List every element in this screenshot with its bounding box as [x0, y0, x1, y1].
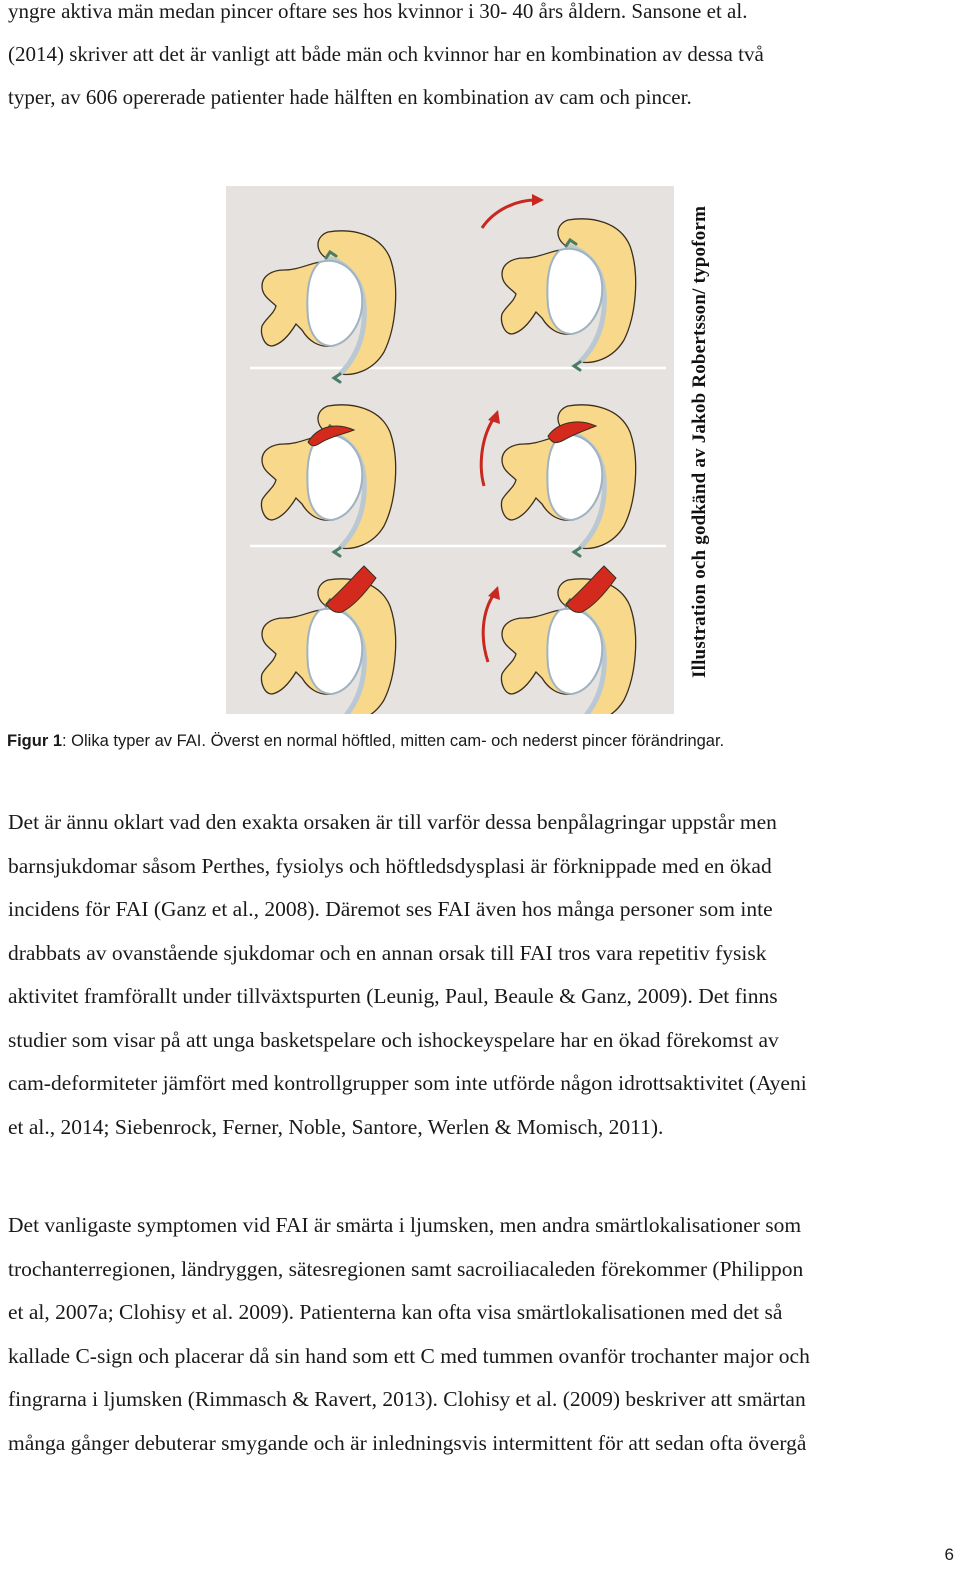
credit-text: Illustration och godkänd av Jakob Robertsson/ typoform: [689, 205, 710, 678]
caption-text: : Olika typer av FAI. Överst en normal höftled, mitten cam- och nederst pincer förändringar.: [62, 732, 725, 750]
body-paragraph-1: [8, 801, 953, 1149]
text-line: fingrarna i ljumsken (Rimmasch & Ravert, 2013). Clohisy et al. (2009) beskriver att smärtan: [8, 1387, 806, 1411]
text-line: trochanterregionen, ländryggen, sätesregionen samt sacroiliacaleden förekommer (Philippon: [8, 1256, 804, 1281]
rotation-arrow: [483, 594, 494, 662]
cam-hip-left: [261, 405, 395, 556]
text-line: drabbats av ovanstående sjukdomar och en annan orsak till FAI tros vara repetitiv fysisk: [8, 940, 767, 965]
text-line: Det är ännu oklart vad den exakta orsaken är till varför dessa benpålagringar uppstår men: [8, 810, 777, 834]
text-line: studier som visar på att unga basketspelare och ishockeyspelare har en ökad förekomst av: [8, 1027, 779, 1052]
pincer-hip-right: [501, 566, 635, 714]
text-line: barnsjukdomar såsom Perthes, fysiolys och höftledsdysplasi är förknippade med en ökad: [8, 853, 772, 878]
normal-hip-right: [501, 219, 635, 370]
text-line: cam-deformiteter jämfört med kontrollgrupper som inte utförde någon idrottsaktivitet (Ayeni: [8, 1071, 807, 1095]
text-line: aktivitet framförallt under tillväxtspurten (Leunig, Paul, Beaule & Ganz, 2009). Det finns: [8, 984, 778, 1008]
hip-joint-diagram: [226, 186, 674, 714]
intro-paragraph: [8, 0, 953, 119]
text-line: (2014) skriver att det är vanligt att både män och kvinnor har en kombination av dessa två: [8, 42, 764, 66]
figure-caption: [7, 729, 724, 753]
text-line: yngre aktiva män medan pincer oftare ses hos kvinnor i 30- 40 års åldern. Sansone et al.: [8, 0, 748, 23]
text-line: Det vanligaste symptomen vid FAI är smärta i ljumsken, men andra smärtlokalisationer som: [8, 1213, 802, 1237]
rotation-arrow: [482, 200, 536, 228]
text-line: et al., 2014; Siebenrock, Ferner, Noble, Santore, Werlen & Momisch, 2011).: [8, 1114, 664, 1139]
illustration-credit: [676, 186, 718, 686]
rotation-arrow: [481, 418, 494, 486]
normal-hip-left: [261, 231, 395, 382]
fai-hip-illustration: [226, 186, 674, 714]
text-line: kallade C-sign och placerar då sin hand som ett C med tummen ovanför trochanter major och: [8, 1343, 810, 1368]
text-line: incidens för FAI (Ganz et al., 2008). Däremot ses FAI även hos många personer som inte: [8, 897, 773, 921]
text-line: et al, 2007a; Clohisy et al. 2009). Patienterna kan ofta visa smärtlokalisationen med det så: [8, 1300, 783, 1324]
cam-hip-right: [501, 405, 635, 556]
page-number: 6: [944, 1545, 954, 1564]
pincer-hip-left: [261, 566, 395, 714]
caption-label: Figur 1: [7, 732, 63, 750]
body-paragraph-2: [8, 1204, 953, 1465]
text-line: många gånger debuterar smygande och är inledningsvis intermittent för att sedan ofta övergå: [8, 1430, 807, 1455]
text-line: typer, av 606 opererade patienter hade hälften en kombination av cam och pincer.: [8, 85, 692, 109]
